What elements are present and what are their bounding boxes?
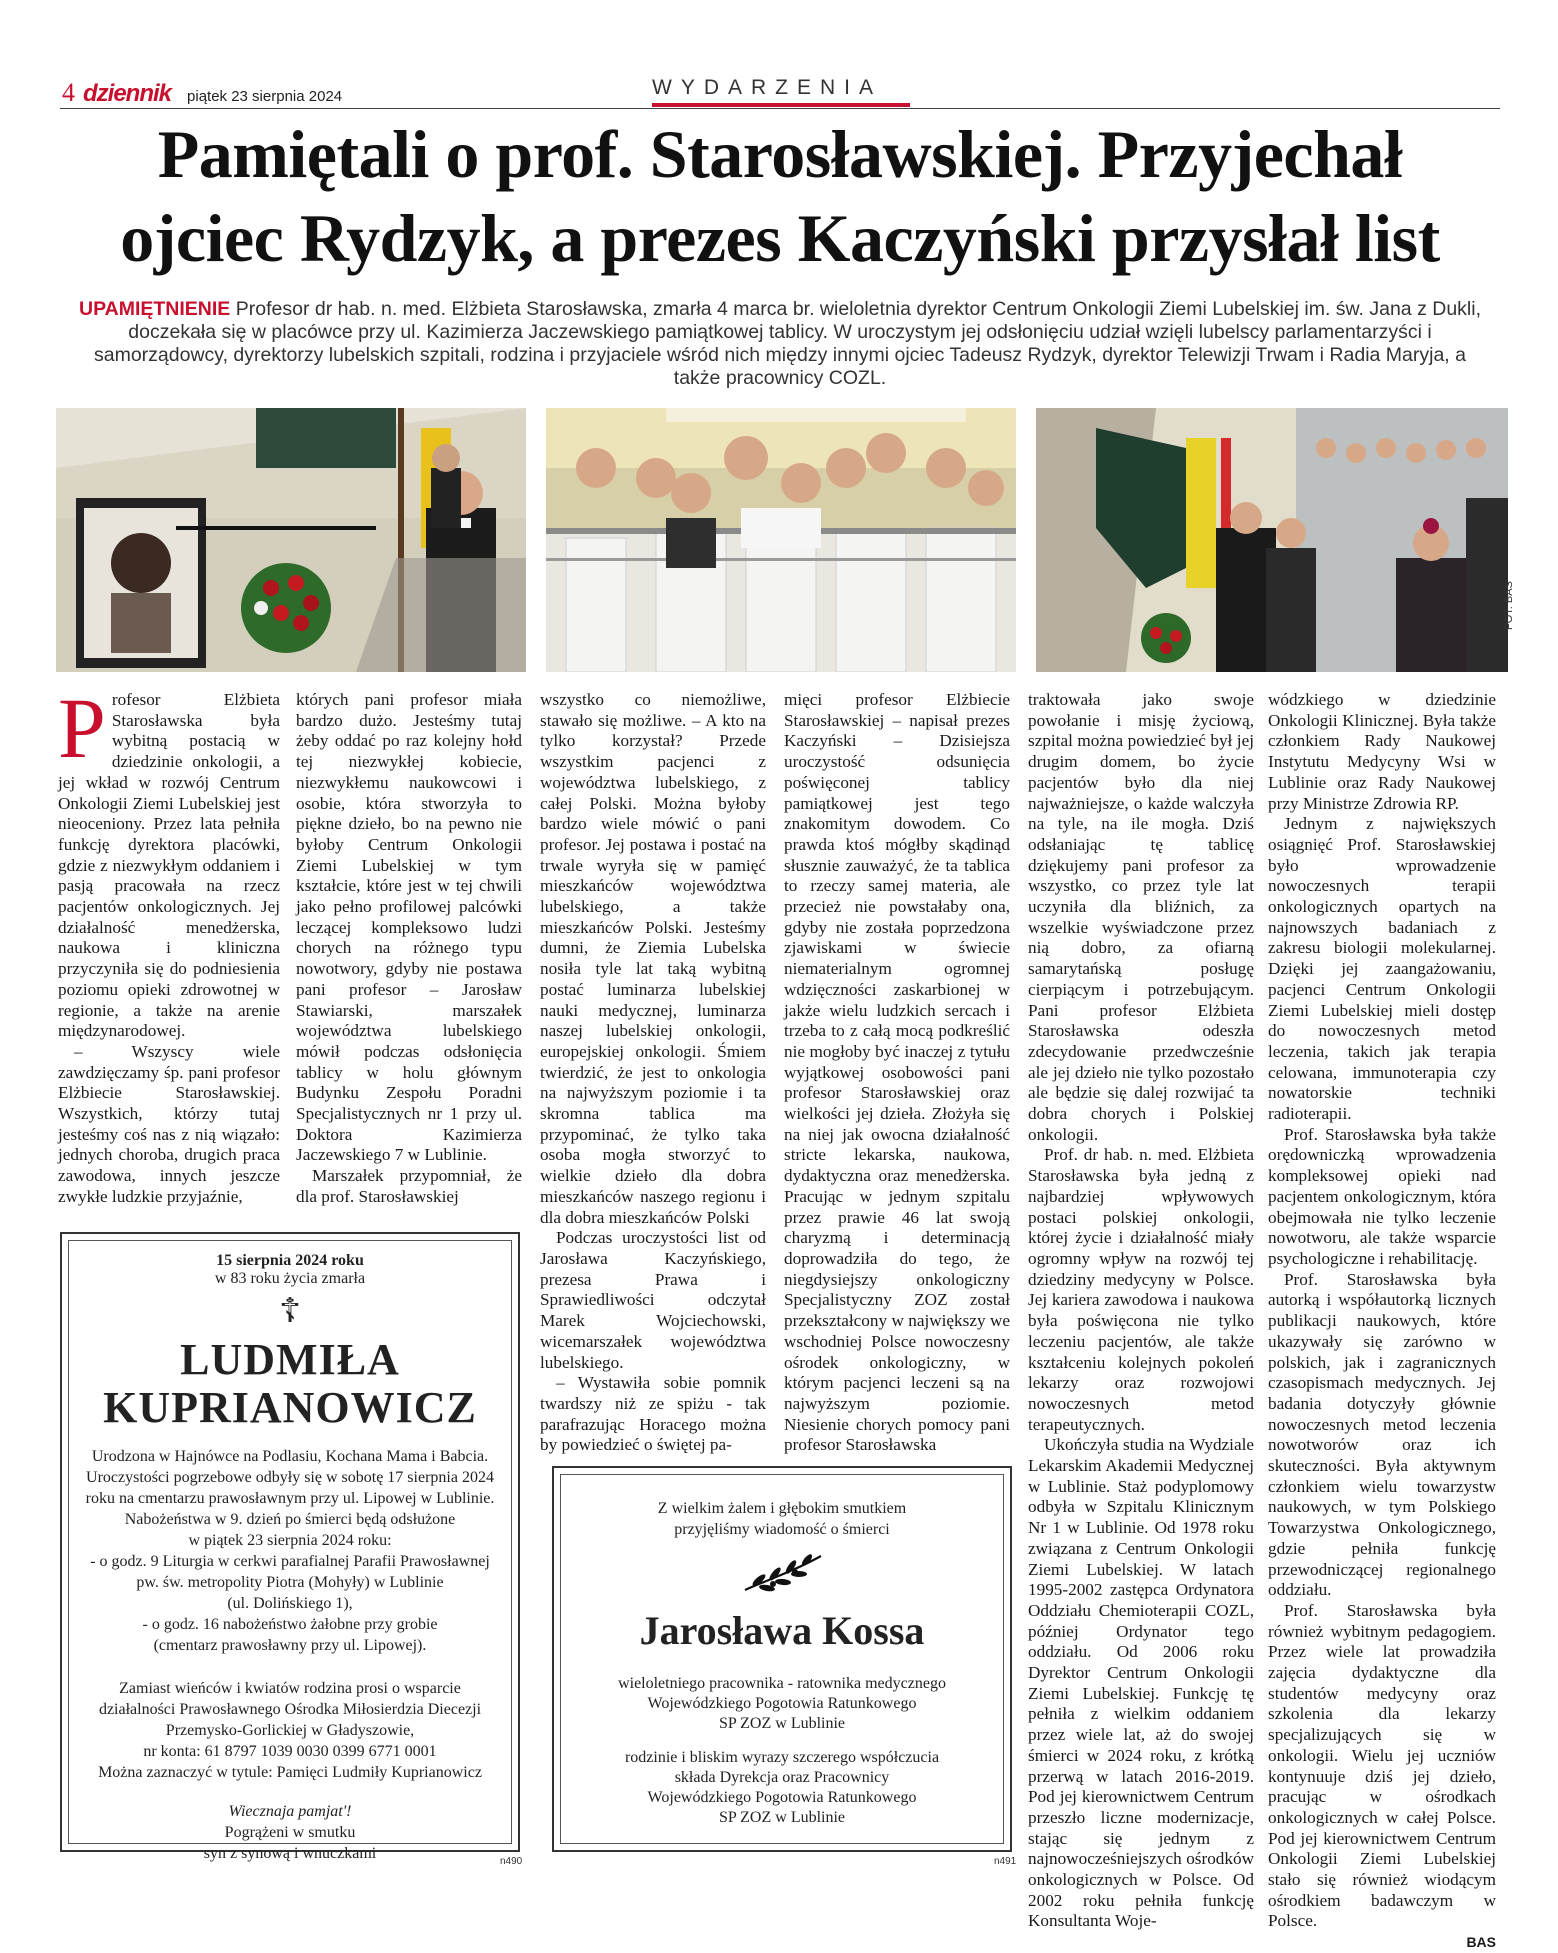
text-line: SP ZOZ w Lublinie bbox=[718, 1809, 846, 1826]
text-line: (ul. Dolińskiego 1), bbox=[227, 1595, 353, 1612]
obituary-name: Jarosława Kossa bbox=[639, 1608, 925, 1653]
paragraph: Ukończyła studia na Wydziale Lekarskim Akademii Medycznej w Lublinie. Staż podyplomowy odbyła w Szpitalu Klinicznym Nr 1 w Lublinie. Od 1978 roku związana z Centrum Onkologii Ziemi Lubelskiej. W latach 1995-2002 zastępca Ordynatora Oddziału Chemioterapii COZL, później Ordynator tego oddziału. Od 2006 roku Dyrektor Centrum Onkologii Ziemi Lubelskiej. Funkcję tę pełniła z wielkim oddaniem przez wiele lat, aż do swojej śmierci w 2024 roku, z krótką przerwą w latach 2016-2019. Pod jej kierownictwem Centrum przeszło liczne modernizacje, stając się jednym z najnowocześniejszych ośrodków onkologicznych w Polsce. Od 2002 roku pełniła funkcję Konsultanta Woje- bbox=[1028, 1435, 1254, 1931]
paragraph: – Wszyscy wiele zawdzięczamy śp. pani profesor Elżbiecie Starosławskiej. Wszystkich, którzy tutaj jesteśmy coś nas z nią wiązało: jednych choroba, drugich praca zawodowa, innych jeszcze zwykłe ludzkie przyjaźnie, bbox=[58, 1041, 280, 1206]
obituary-donation bbox=[62, 1678, 518, 1783]
text-line: nr konta: 61 8797 1039 0030 0399 6771 0001 bbox=[143, 1743, 437, 1760]
author-signature: BAS bbox=[1466, 1934, 1496, 1951]
paragraph: Prof. dr hab. n. med. Elżbieta Starosławska była jedną z najbardziej wpływowych postaci polskiej onkologii, której życie i działalność miały ogromny wpływ na rozwój tej dziedziny medycyny w Polsce. Jej kariera zawodowa i naukowa była poświęcona nie tylko leczeniu pacjentów, ale także kształceniu kolejnych pokoleń lekarzy oraz rozwojowi nowoczesnych metod terapeutycznych. bbox=[1028, 1145, 1254, 1434]
obituary-age: w 83 roku życia zmarła bbox=[214, 1270, 366, 1287]
section-label: WYDARZENIA bbox=[652, 76, 883, 99]
photo-plaque-unveiling bbox=[1036, 408, 1508, 672]
obituary-kossa bbox=[552, 1466, 1012, 1852]
lead-kicker: UPAMIĘTNIENIE bbox=[79, 298, 231, 320]
orthodox-cross-icon: ☦ bbox=[278, 1293, 302, 1330]
header-rule bbox=[60, 108, 1500, 109]
photo-credit: FOT. BAS bbox=[1503, 581, 1515, 630]
lead-paragraph bbox=[70, 298, 1490, 390]
text-line: (cmentarz prawosławny przy ul. Lipowej). bbox=[153, 1637, 427, 1654]
article-column-6 bbox=[1268, 690, 1496, 1953]
ad-code: n491 bbox=[994, 1856, 1017, 1867]
text-line: Wojewódzkiego Pogotowia Ratunkowego bbox=[647, 1789, 917, 1806]
paragraph: Podczas uroczystości list od Jarosława Kaczyńskiego, prezesa Prawa i Sprawiedliwości odczytał Marek Wojciechowski, wicemarszałek województwa lubelskiego. bbox=[540, 1228, 766, 1372]
text-line: - o godz. 16 nabożeństwo żałobne przy grobie bbox=[142, 1616, 438, 1633]
headline-line-2: ojciec Rydzyk, a prezes Kaczyński przysłał list bbox=[120, 200, 1440, 276]
paragraph: traktowała jako swoje powołanie i misję życiową, szpital można powiedzieć był jej drugim domem, bo życie pacjentów było dla niej najważniejsze, o każde walczyła na tyle, na ile mogła. Dziś odsłaniając tę tablicę dziękujemy pani profesor za wszystko, co przez tyle lat uczyniła dla bliźnich, za wszelkie wyświadczone przez nią dobro, za ofiarną samarytańską posługę cierpiącym i potrzebującym. Pani profesor Elżbieta Starosławska odeszła zdecydowanie przedwcześnie ale jej dzieło nie tylko pozostało ale będzie się dalej rozwijać ta dobra chorych i Polskiej onkologii. bbox=[1028, 690, 1254, 1144]
text-line: rodzinie i bliskim wyrazy szczerego współczucia bbox=[624, 1749, 940, 1766]
paragraph: – Wystawiła sobie pomnik twardszy niż ze spiżu - tak parafrazując Horacego można by powiedzieć o świętej pa- bbox=[540, 1373, 766, 1455]
ad-code: n490 bbox=[500, 1856, 523, 1867]
article-column-1 bbox=[58, 680, 280, 1208]
dropcap: P bbox=[58, 680, 106, 776]
paragraph: Jednym z największych osiągnięć Prof. Starosławskiej było wprowadzenie nowoczesnych terapii onkologicznych opartych na najnowszych badaniach z zakresu biologii molekularnej. Dzięki jej zaangażowaniu, pacjenci Centrum Onkologii Ziemi Lubelskiej mieli dostęp do nowoczesnych metod leczenia, takich jak terapia celowana, immunoterapia czy nowatorskie techniki radioterapii. bbox=[1268, 814, 1496, 1124]
obituary-intro bbox=[554, 1498, 1010, 1540]
text-line: w piątek 23 sierpnia 2024 roku: bbox=[188, 1532, 392, 1549]
article-column-3 bbox=[540, 690, 766, 1456]
paragraph: wszystko co niemożliwe, stawało się możliwe. – A kto na tylko korzystał? Przede wszystkim pacjenci z województwa lubelskiego, z całej Polski. Można byłoby bardzo wiele mówić o pani profesor. Jej postawa i postać na trwale wyryła się w pamięć mieszkańców województwa lubelskiego, a także mieszkańców Polski. Jesteśmy dumni, że Ziemia Lubelska nosiła tyle lat taką wybitną postać luminarza lubelskiej nauki medycznej, luminarza naszej lubelskiej onkologii, europejskiej onkologii. Śmiem twierdzić, że jest to onkologia na najwyższym poziomie i ta skromna tablica ma przypominać, że tylko taka osoba mogła stworzyć to wielkie dzieło dla dobra mieszkańców naszego regionu i dla dobra mieszkańców Polski bbox=[540, 690, 766, 1227]
photo-staff-balcony bbox=[546, 408, 1016, 672]
paragraph: Prof. Starosławska była autorką i współautorką licznych publikacji naukowych, które ukazywały się zarówno w polskich, jak i zagranicznych czasopismach medycznych. Jej badania dotyczyły głównie nowoczesnych metod leczenia nowotworów oraz ich skuteczności. Była aktywnym członkiem wielu towarzystw naukowych, w tym Polskiego Towarzystwa Onkologicznego, gdzie pełniła funkcję przewodniczącej regionalnego oddziału. bbox=[1268, 1269, 1496, 1600]
text-line: Pogrążeni w smutku bbox=[224, 1824, 356, 1841]
obituary-name bbox=[62, 1336, 518, 1432]
obituary-name-line: LUDMIŁA bbox=[180, 1335, 400, 1384]
obituary-details bbox=[554, 1674, 1010, 1828]
text-line: - o godz. 9 Liturgia w cerkwi parafialnej Parafii Prawosławnej bbox=[90, 1553, 490, 1570]
text-line: Wojewódzkiego Pogotowia Ratunkowego bbox=[647, 1695, 917, 1712]
article-column-4 bbox=[784, 690, 1010, 1456]
text-line: pw. św. metropolity Piotra (Mohyły) w Lublinie bbox=[136, 1574, 444, 1591]
paragraph: rofesor Elżbieta Starosławska była wybitną postacią w dziedzinie onkologii, a jej wkład w rozwój Centrum Onkologii Ziemi Lubelskiej jest nieoceniony. Przez lata pełniła funkcję dyrektora placówki, gdzie z niezwykłym oddaniem i pasją pracowała na rzecz pacjentów onkologicznych. Jej działalność menedżerska, naukowa i kliniczna przyczyniła się do podniesienia poziomu opieki zdrowotnej w regionie, a także na arenie międzynarodowej. bbox=[58, 690, 280, 1041]
page-header bbox=[62, 78, 342, 108]
newspaper-logo: dziennik bbox=[83, 80, 172, 107]
section-underline bbox=[652, 103, 910, 107]
text-line: Można zaznaczyć w tytule: Pamięci Ludmiły Kuprianowicz bbox=[98, 1764, 482, 1781]
text-line: wieloletniego pracownika - ratownika medycznego bbox=[618, 1675, 946, 1692]
page-number: 4 bbox=[62, 78, 75, 107]
text-line: SP ZOZ w Lublinie bbox=[718, 1715, 846, 1732]
paragraph: Prof. Starosławska była także orędowniczką wprowadzenia kompleksowej opieki nad pacjentem onkologicznym, która obejmowała nie tylko leczenie nowotworu, ale także wsparcie psychologiczne i rehabilitację. bbox=[1268, 1124, 1496, 1268]
obituary-details bbox=[62, 1446, 518, 1656]
obituary-kuprianowicz bbox=[60, 1232, 520, 1862]
text-line: Zamiast wieńców i kwiatów rodzina prosi o wsparcie bbox=[119, 1680, 461, 1697]
text-line: Uroczystości pogrzebowe odbyły się w sobotę 17 sierpnia 2024 bbox=[86, 1469, 494, 1486]
olive-branch-icon bbox=[554, 1550, 1010, 1601]
obituary-name-line: KUPRIANOWICZ bbox=[103, 1383, 477, 1432]
article-column-2 bbox=[296, 690, 522, 1208]
obituary-mourners bbox=[62, 1801, 518, 1864]
paragraph: wódzkiego w dziedzinie Onkologii Klinicznej. Była także członkiem Rady Naukowej Instytutu Medycyny Wsi w Lublinie oraz Rady Naukowej przy Ministrze Zdrowia RP. bbox=[1268, 690, 1496, 813]
text-line: składa Dyrekcja oraz Pracownicy bbox=[674, 1769, 890, 1786]
article-column-5 bbox=[1028, 690, 1254, 1932]
text-line: działalności Prawosławnego Ośrodka Miłosierdzia Diecezji bbox=[98, 1701, 482, 1718]
obituary-date: 15 sierpnia 2024 roku bbox=[216, 1252, 364, 1269]
paragraph: Prof. Starosławska była również wybitnym pedagogiem. Przez wiele lat prowadziła zajęcia dydaktyczne dla studentów medycyny oraz szkolenia dla lekarzy specjalizujących się w onkologii. Wielu jej uczniów kontynuuje dziś jej dzieło, pracując w ośrodkach onkologicznych w całej Polsce. Pod jej kierownictwem Centrum Onkologii Ziemi Lubelskiej stało się również wiodącym ośrodkiem badawczym w Polsce. bbox=[1268, 1600, 1496, 1931]
text-line: roku na cmentarzu prawosławnym przy ul. Lipowej w Lublinie. bbox=[85, 1490, 495, 1507]
paragraph: Marszałek przypomniał, że dla prof. Starosławskiej bbox=[296, 1166, 522, 1206]
headline-line-1: Pamiętali o prof. Starosławskiej. Przyjechał bbox=[157, 116, 1403, 192]
text-line: Z wielkim żalem i głębokim smutkiem bbox=[657, 1500, 907, 1517]
lead-text: Profesor dr hab. n. med. Elżbieta Starosławska, zmarła 4 marca br. wieloletnia dyrektor Centrum Onkologii Ziemi Lubelskiej im. św. Jana z Dukli, doczekała się w placówce przy ul. Kazimierza Jaczewskiego pamiątkowej tablicy. W uroczystym jej odsłonięciu udział wzięli lubelscy parlamentarzyści i samorządowcy, dyrektorzy lubelskich szpitali, rodzina i przyjaciele wśród nich między innymi ojciec Tadeusz Rydzyk, dyrektor Telewizji Trwam i Radia Maryja, a także pracownicy COZL. bbox=[94, 298, 1481, 389]
paragraph: mięci profesor Elżbiecie Starosławskiej – napisał prezes Kaczyński – Dzisiejsza uroczystość odsunięcia poświęconej tablicy pamiątkowej jest tego znakomitym dowodem. Co prawda ktoś mógłby skądinąd słusznie zauważyć, że ta tablica to rzeczy samej materia, ale przecież nie powstałaby ona, gdyby nie została poprzedzona zjawiskami w świecie niematerialnym ogromnej wdzięczności zaskarbionej w jakże wielu ludzkich sercach i trzeba to z całą mocą podkreślić nie mogłoby być inaczej z tytułu wyjątkowej osobowości pani profesor Starosławskiej oraz wielkości jej dzieła. Złożyła się na niej jak owocna działalność stricte lekarska, naukowa, dydaktyczna oraz menedżerska. Pracując w jednym szpitalu przez prawie 46 lat swoją charyzmą i determinacją doprowadziła do tego, że niegdysiejszy onkologiczny Specjalistyczny ZOZ został przekształcony w największy we wschodniej Polsce nowoczesny ośrodek onkologiczny, w którym pacjenci leczeni są na najwyższym poziomie. Niesienie chorych pomocy pani profesor Starosławska bbox=[784, 690, 1010, 1455]
text-line: syn z synową i wnuczkami bbox=[203, 1845, 377, 1862]
headline bbox=[60, 112, 1500, 280]
desc-block bbox=[554, 1674, 1010, 1734]
text-line: Urodzona w Hajnówce na Podlasiu, Kochana Mama i Babcia. bbox=[91, 1448, 489, 1465]
photo-rydzyk-speech bbox=[56, 408, 526, 672]
condolence-block bbox=[554, 1748, 1010, 1828]
paragraph: których pani profesor miała bardzo dużo. Jesteśmy tutaj żeby oddać po raz kolejny hołd tej niezwykłej kobiecie, niezwykłemu naukowcowi i osobie, która stworzyła to piękne dzieło, bo na pewno nie byłoby Centrum Onkologii Ziemi Lubelskiej w tym kształcie, które jest w tej chwili jako pełno profilowej palcówki leczącej kompleksowo ludzi chorych na różnego typu nowotwory, gdyby nie postawa pani profesor – Jarosław Stawiarski, marszałek województwa lubelskiego mówił podczas odsłonięcia tablicy w holu głównym Budynku Zespołu Poradni Specjalistycznych nr 1 przy ul. Doktora Kazimierza Jaczewskiego 7 w Lublinie. bbox=[296, 690, 522, 1165]
issue-date: piątek 23 sierpnia 2024 bbox=[187, 88, 343, 105]
text-line: Przemysko-Gorlickiej w Gładyszowie, bbox=[165, 1722, 415, 1739]
memory-line: Wiecznaja pamjat'! bbox=[228, 1803, 352, 1820]
text-line: przyjęliśmy wiadomość o śmierci bbox=[674, 1521, 890, 1538]
text-line: Nabożeństwa w 9. dzień po śmierci będą odsłużone bbox=[124, 1511, 456, 1528]
